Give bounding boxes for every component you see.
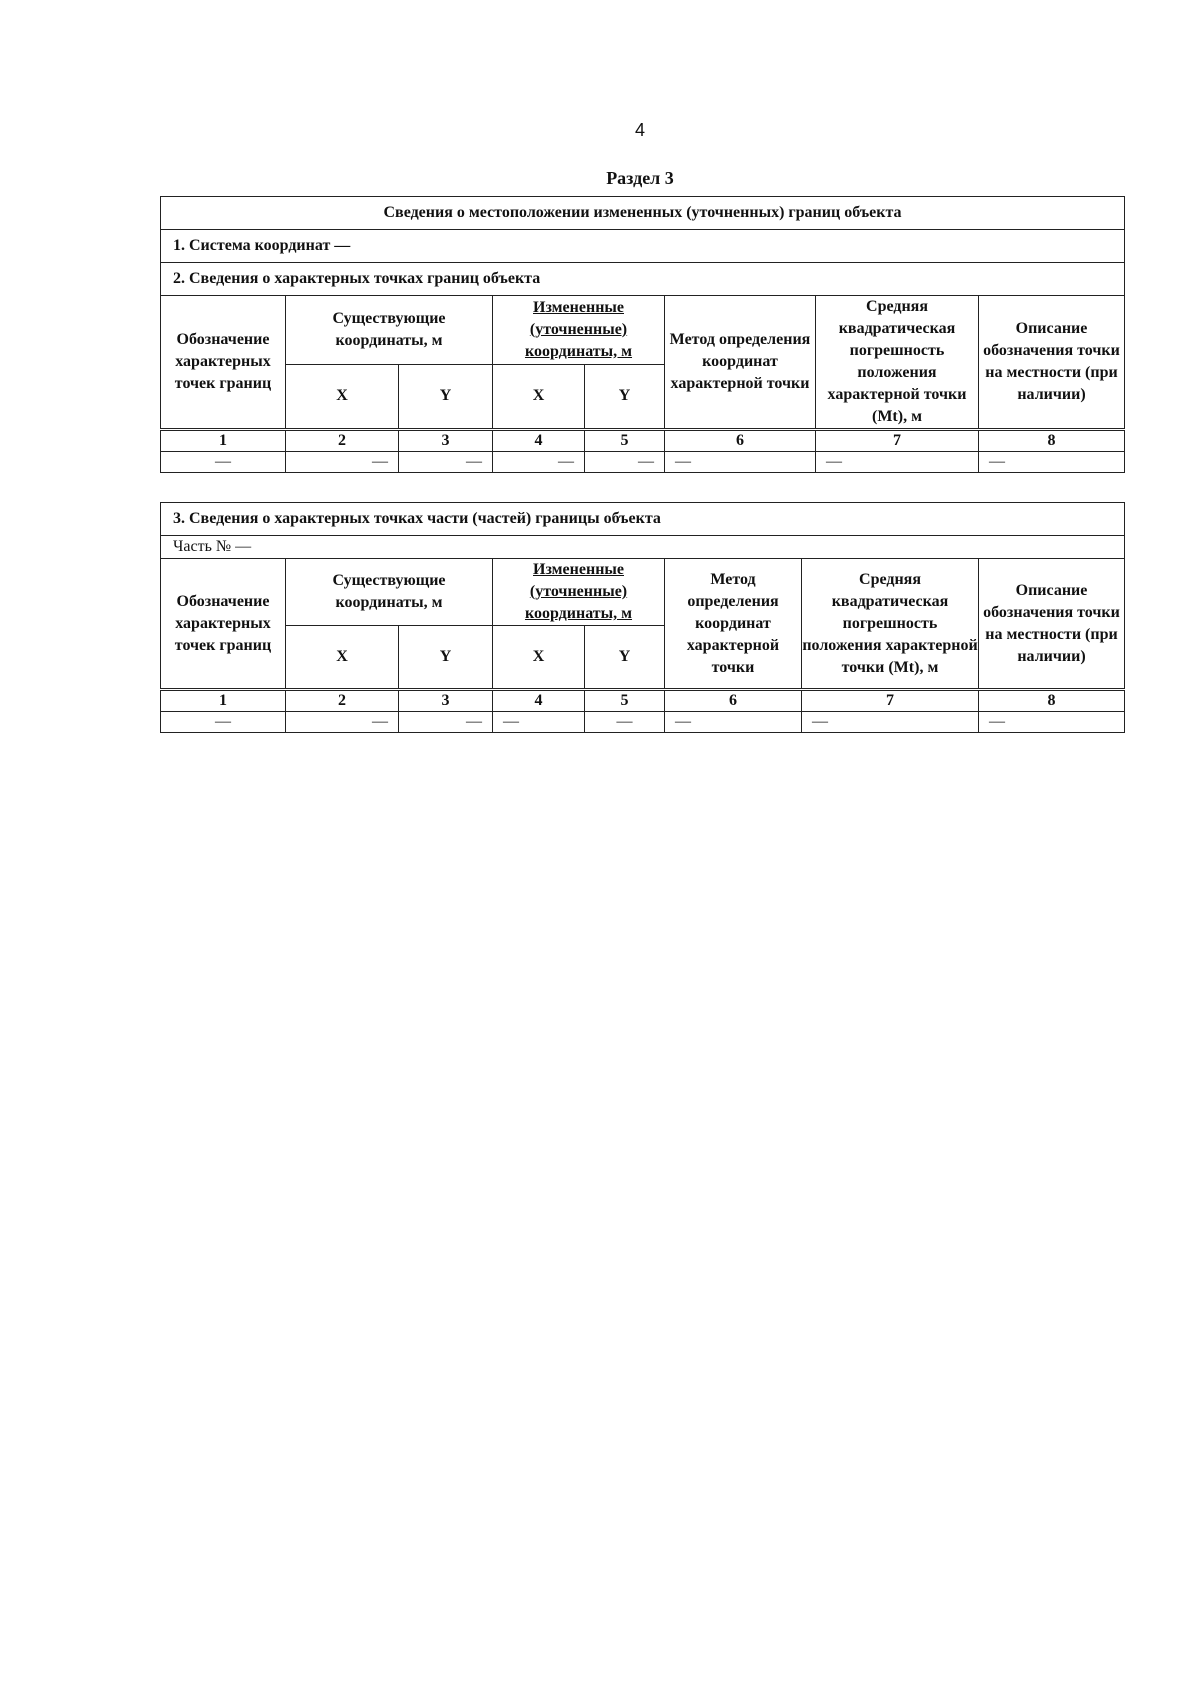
header-row — [161, 296, 1125, 365]
table-cell: — — [665, 452, 816, 473]
column-number-row — [161, 430, 1125, 452]
column-number: 8 — [979, 690, 1125, 712]
table-caption-row — [161, 197, 1125, 230]
header-existing-coords: Существующие координаты, м — [286, 296, 493, 365]
column-number: 7 — [816, 430, 979, 452]
table-cell: — — [585, 712, 665, 733]
header-y: Y — [585, 364, 665, 429]
column-number: 7 — [802, 690, 979, 712]
header-point-designation: Обозначение характерных точек границ — [161, 559, 286, 690]
table-caption: Сведения о местоположении измененных (уточненных) границ объекта — [161, 197, 1125, 230]
column-number: 3 — [399, 690, 493, 712]
table-subtitle: 3. Сведения о характерных точках части (частей) границы объекта — [161, 503, 1125, 536]
table-cell: — — [286, 452, 399, 473]
column-number: 6 — [665, 690, 802, 712]
header-method: Метод определения координат характерной точки — [665, 559, 802, 690]
column-number: 6 — [665, 430, 816, 452]
header-x: X — [286, 364, 399, 429]
header-point-designation: Обозначение характерных точек границ — [161, 296, 286, 430]
table-cell: — — [399, 712, 493, 733]
coordinate-system: 1. Система координат — — [161, 230, 1125, 263]
header-y: Y — [399, 364, 493, 429]
column-number: 4 — [493, 690, 585, 712]
table-cell: — — [802, 712, 979, 733]
column-number: 1 — [161, 690, 286, 712]
header-changed-coords: Измененные (уточненные) координаты, м — [493, 296, 665, 365]
section-title: Раздел 3 — [606, 168, 674, 188]
header-row — [161, 559, 1125, 626]
column-number: 4 — [493, 430, 585, 452]
table-cell: — — [816, 452, 979, 473]
header-error: Средняя квадратическая погрешность положения характерной точки (Mt), м — [816, 296, 979, 430]
column-number: 2 — [286, 690, 399, 712]
header-y: Y — [585, 626, 665, 690]
part-boundary-table — [160, 502, 1125, 733]
table-row — [161, 712, 1125, 733]
column-number: 1 — [161, 430, 286, 452]
table-cell: — — [399, 452, 493, 473]
coordinate-system-row — [161, 230, 1125, 263]
part-number-row — [161, 536, 1125, 559]
table-cell: — — [979, 712, 1125, 733]
subtitle-row — [161, 263, 1125, 296]
header-x: X — [286, 626, 399, 690]
header-description: Описание обозначения точки на местности (при наличии) — [979, 296, 1125, 430]
header-method: Метод определения координат характерной точки — [665, 296, 816, 430]
header-x: X — [493, 626, 585, 690]
subtitle-row — [161, 503, 1125, 536]
table-cell: — — [286, 712, 399, 733]
table-subtitle: 2. Сведения о характерных точках границ объекта — [161, 263, 1125, 296]
column-number: 5 — [585, 430, 665, 452]
column-number: 3 — [399, 430, 493, 452]
table-cell: — — [161, 452, 286, 473]
boundary-table — [160, 196, 1125, 473]
table-row — [161, 452, 1125, 473]
table-cell: — — [493, 452, 585, 473]
header-x: X — [493, 364, 585, 429]
column-number-row — [161, 690, 1125, 712]
column-number: 8 — [979, 430, 1125, 452]
header-changed-coords: Измененные (уточненные) координаты, м — [493, 559, 665, 626]
column-number: 5 — [585, 690, 665, 712]
header-existing-coords: Существующие координаты, м — [286, 559, 493, 626]
header-error: Средняя квадратическая погрешность положения характерной точки (Mt), м — [802, 559, 979, 690]
table-cell: — — [665, 712, 802, 733]
table-cell: — — [161, 712, 286, 733]
column-number: 2 — [286, 430, 399, 452]
table-cell: — — [979, 452, 1125, 473]
page-number: 4 — [634, 120, 645, 140]
table-cell: — — [585, 452, 665, 473]
part-number: Часть № — — [161, 536, 1125, 559]
header-y: Y — [399, 626, 493, 690]
header-description: Описание обозначения точки на местности (при наличии) — [979, 559, 1125, 690]
table-cell: — — [493, 712, 585, 733]
